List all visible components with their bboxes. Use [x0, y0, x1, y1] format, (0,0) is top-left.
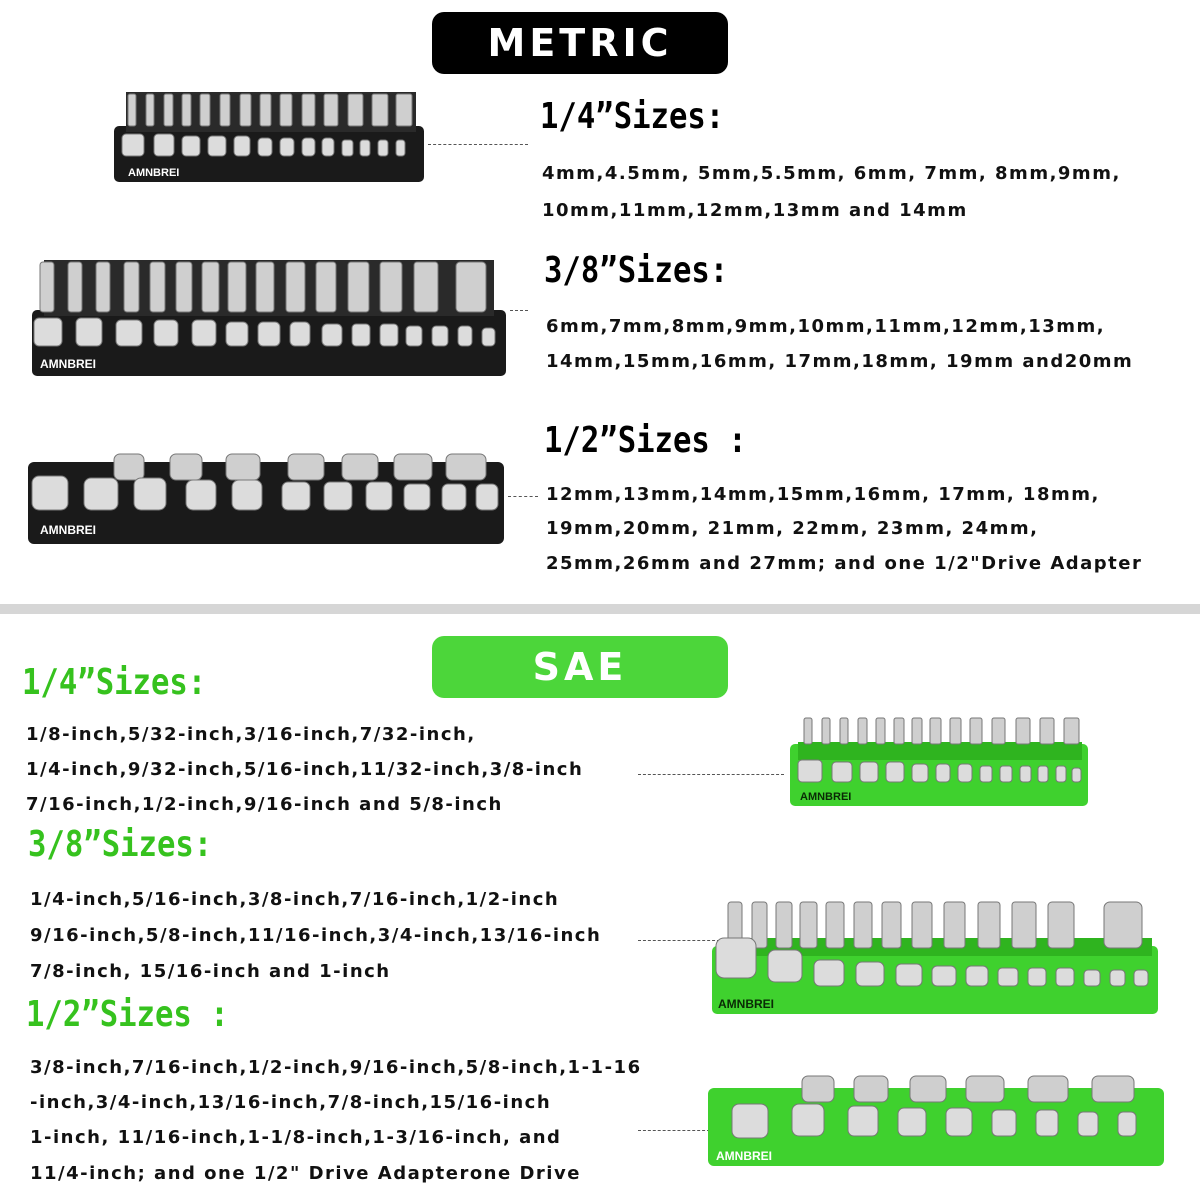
socket-tray-graphic [706, 1072, 1166, 1168]
sae-quarter-inch-tray [788, 714, 1090, 808]
metric-banner: METRIC [432, 12, 728, 74]
tray-brand: AMNBREI [800, 791, 852, 803]
metric-half-line-1: 12mm,13mm,14mm,15mm,16mm, 17mm, 18mm, [546, 484, 1100, 505]
tray-brand: AMNBREI [40, 523, 96, 537]
leader-line [638, 1130, 710, 1131]
metric-three-eighths-tray [30, 258, 508, 378]
sae-quarter-line-3: 7/16-inch,1/2-inch,9/16-inch and 5/8-inch [26, 794, 503, 815]
sae-half-line-4: 11/4-inch; and one 1/2" Drive Adapterone Drive [30, 1163, 581, 1184]
leader-line [638, 774, 784, 775]
metric-three-eighths-heading: 3/8”Sizes: [544, 250, 729, 291]
sae-half-line-3: 1-inch, 11/16-inch,1-1/8-inch,1-3/16-inch, and [30, 1127, 562, 1148]
tray-brand: AMNBREI [718, 997, 774, 1011]
metric-half-line-2: 19mm,20mm, 21mm, 22mm, 23mm, 24mm, [546, 518, 1039, 539]
socket-tray-graphic [708, 898, 1162, 1016]
leader-line [428, 144, 528, 145]
leader-line [508, 496, 538, 497]
socket-tray-graphic [30, 258, 508, 378]
metric-quarter-heading: 1/4”Sizes: [540, 96, 725, 137]
metric-three-eighths-line-2: 14mm,15mm,16mm, 17mm,18mm, 19mm and20mm [546, 351, 1134, 372]
leader-line [510, 310, 528, 311]
sae-banner: SAE [432, 636, 728, 698]
sae-three-eighths-line-1: 1/4-inch,5/16-inch,3/8-inch,7/16-inch,1/2-inch [30, 889, 560, 910]
metric-half-line-3: 25mm,26mm and 27mm; and one 1/2"Drive Adapter [546, 553, 1143, 574]
section-divider [0, 604, 1200, 614]
sae-three-eighths-heading: 3/8”Sizes: [28, 824, 213, 865]
metric-quarter-inch-tray [112, 88, 426, 184]
metric-three-eighths-line-1: 6mm,7mm,8mm,9mm,10mm,11mm,12mm,13mm, [546, 316, 1106, 337]
tray-brand: AMNBREI [40, 357, 96, 371]
sae-quarter-line-1: 1/8-inch,5/32-inch,3/16-inch,7/32-inch, [26, 724, 476, 745]
sae-three-eighths-tray [708, 898, 1162, 1016]
sae-quarter-heading: 1/4”Sizes: [22, 662, 207, 703]
sae-half-line-1: 3/8-inch,7/16-inch,1/2-inch,9/16-inch,5/8-inch,1-1-16 [30, 1057, 642, 1078]
metric-quarter-line-2: 10mm,11mm,12mm,13mm and 14mm [542, 200, 968, 221]
metric-half-heading: 1/2”Sizes : [544, 420, 747, 461]
sae-half-line-2: -inch,3/4-inch,13/16-inch,7/8-inch,15/16-inch [30, 1092, 552, 1113]
sae-half-inch-tray [706, 1072, 1166, 1168]
tray-brand: AMNBREI [716, 1149, 772, 1163]
sae-half-heading: 1/2”Sizes : [26, 994, 229, 1035]
sae-quarter-line-2: 1/4-inch,9/32-inch,5/16-inch,11/32-inch,3/8-inch [26, 759, 584, 780]
metric-quarter-line-1: 4mm,4.5mm, 5mm,5.5mm, 6mm, 7mm, 8mm,9mm, [542, 163, 1121, 184]
socket-tray-graphic [112, 88, 426, 184]
socket-tray-graphic [26, 450, 506, 546]
socket-tray-graphic [788, 714, 1090, 808]
sae-three-eighths-line-3: 7/8-inch, 15/16-inch and 1-inch [30, 961, 391, 982]
sae-three-eighths-line-2: 9/16-inch,5/8-inch,11/16-inch,3/4-inch,13/16-inch [30, 925, 602, 946]
tray-brand: AMNBREI [128, 167, 180, 179]
metric-half-inch-tray [26, 450, 506, 546]
